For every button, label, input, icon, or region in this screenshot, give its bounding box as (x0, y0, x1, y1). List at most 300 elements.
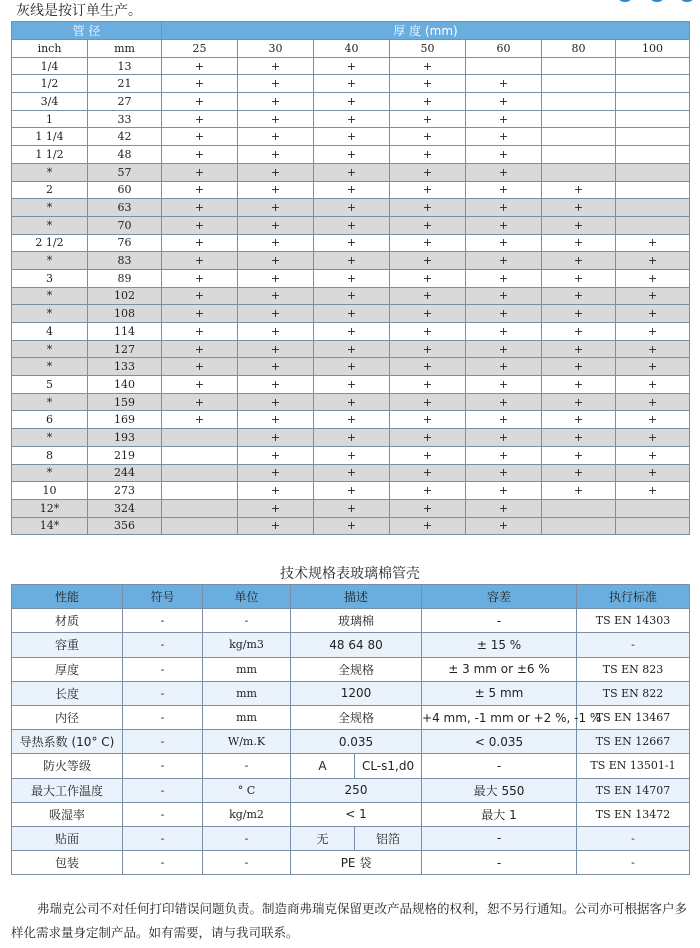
availability-cell: + (390, 269, 466, 287)
spec-header: 符号 (123, 585, 203, 609)
brand-dot (678, 0, 696, 2)
table-row (12, 287, 690, 305)
spec-standard: TS EN 13472 (577, 802, 690, 826)
availability-cell (542, 517, 616, 535)
size-mm: 27 (88, 93, 162, 111)
availability-cell: + (390, 358, 466, 376)
spec-description: 全规格 (291, 705, 422, 729)
availability-cell: + (314, 110, 390, 128)
availability-cell: + (162, 305, 238, 323)
spec-table-title: 技术规格表玻璃棉管壳 (280, 566, 420, 582)
spec-unit: W/m.K (203, 730, 291, 754)
brand-dot (648, 0, 666, 2)
availability-cell (616, 93, 690, 111)
availability-cell: + (314, 146, 390, 164)
size-inch: * (12, 199, 88, 217)
availability-cell (616, 216, 690, 234)
availability-cell: + (238, 93, 314, 111)
availability-cell: + (390, 446, 466, 464)
availability-cell: + (162, 57, 238, 75)
table-row (12, 499, 690, 517)
availability-cell: + (466, 411, 542, 429)
table-row (12, 851, 690, 875)
availability-cell: + (238, 446, 314, 464)
size-mm: 159 (88, 393, 162, 411)
availability-cell: + (238, 287, 314, 305)
spec-property: 防火等级 (12, 754, 123, 778)
availability-cell: + (162, 128, 238, 146)
availability-cell: + (616, 358, 690, 376)
spec-standard: TS EN 823 (577, 657, 690, 681)
availability-cell: + (390, 323, 466, 341)
availability-cell: + (466, 393, 542, 411)
availability-cell: + (314, 393, 390, 411)
availability-cell: + (162, 323, 238, 341)
spec-symbol: - (123, 705, 203, 729)
size-mm: 108 (88, 305, 162, 323)
availability-cell: + (314, 358, 390, 376)
availability-cell: + (314, 323, 390, 341)
table-row (12, 826, 690, 850)
availability-cell (616, 499, 690, 517)
table-row (12, 57, 690, 75)
availability-cell: + (390, 376, 466, 394)
availability-cell: + (466, 287, 542, 305)
availability-cell: + (542, 199, 616, 217)
availability-cell: + (616, 252, 690, 270)
availability-cell: + (466, 75, 542, 93)
availability-cell (616, 517, 690, 535)
availability-cell: + (616, 323, 690, 341)
availability-cell: + (162, 393, 238, 411)
availability-cell (616, 57, 690, 75)
availability-cell: + (542, 234, 616, 252)
availability-cell: + (466, 128, 542, 146)
size-mm: 114 (88, 323, 162, 341)
availability-cell: + (466, 269, 542, 287)
availability-cell (542, 128, 616, 146)
thickness-header: 80 (542, 40, 616, 58)
table-row (12, 411, 690, 429)
size-mm: 219 (88, 446, 162, 464)
table-row (12, 754, 690, 778)
availability-cell: + (466, 181, 542, 199)
availability-cell: + (542, 305, 616, 323)
spec-tolerance: +4 mm, -1 mm or +2 %, -1 % (422, 705, 577, 729)
availability-cell: + (390, 75, 466, 93)
availability-cell: + (238, 411, 314, 429)
availability-cell: + (466, 305, 542, 323)
availability-cell (542, 93, 616, 111)
spec-standard: - (577, 633, 690, 657)
availability-cell: + (162, 199, 238, 217)
availability-cell: + (162, 340, 238, 358)
spec-symbol: - (123, 633, 203, 657)
spec-property: 材质 (12, 609, 123, 633)
spec-standard: TS EN 13501-1 (577, 754, 690, 778)
table-row (12, 234, 690, 252)
availability-cell: + (162, 269, 238, 287)
table-row (12, 482, 690, 500)
pipe-size-table (11, 21, 690, 535)
size-inch: 4 (12, 323, 88, 341)
thickness-header: 40 (314, 40, 390, 58)
availability-cell: + (238, 75, 314, 93)
spec-description: 250 (291, 778, 422, 802)
size-inch: 3/4 (12, 93, 88, 111)
thickness-header: 100 (616, 40, 690, 58)
availability-cell: + (542, 358, 616, 376)
availability-cell: + (466, 340, 542, 358)
availability-cell (616, 75, 690, 93)
table-row (12, 110, 690, 128)
availability-cell: + (542, 482, 616, 500)
size-inch: * (12, 393, 88, 411)
spec-property: 内径 (12, 705, 123, 729)
size-inch: * (12, 429, 88, 447)
availability-cell: + (314, 234, 390, 252)
availability-cell: + (616, 376, 690, 394)
spec-header: 执行标准 (577, 585, 690, 609)
availability-cell: + (542, 411, 616, 429)
availability-cell: + (314, 305, 390, 323)
availability-cell: + (390, 110, 466, 128)
availability-cell: + (314, 376, 390, 394)
availability-cell (162, 482, 238, 500)
availability-cell: + (162, 75, 238, 93)
availability-cell: + (616, 393, 690, 411)
spec-description: 玻璃棉 (291, 609, 422, 633)
availability-cell: + (466, 464, 542, 482)
spec-property: 贴面 (12, 826, 123, 850)
size-inch: 2 (12, 181, 88, 199)
table-row (12, 446, 690, 464)
table-row (12, 464, 690, 482)
availability-cell: + (466, 110, 542, 128)
availability-cell: + (390, 482, 466, 500)
availability-cell (616, 199, 690, 217)
availability-cell: + (390, 464, 466, 482)
spec-description-extra: 铝箔 (355, 826, 422, 850)
availability-cell: + (390, 517, 466, 535)
availability-cell (616, 128, 690, 146)
availability-cell: + (238, 110, 314, 128)
availability-cell: + (466, 482, 542, 500)
availability-cell: + (162, 287, 238, 305)
spec-symbol: - (123, 802, 203, 826)
size-inch: * (12, 305, 88, 323)
spec-symbol: - (123, 657, 203, 681)
table-row (12, 429, 690, 447)
spec-description: 无 (291, 826, 355, 850)
availability-cell: + (542, 252, 616, 270)
availability-cell: + (238, 199, 314, 217)
availability-cell: + (390, 305, 466, 323)
availability-cell: + (238, 269, 314, 287)
availability-cell: + (162, 252, 238, 270)
size-inch: 1/4 (12, 57, 88, 75)
availability-cell: + (390, 252, 466, 270)
availability-cell: + (390, 393, 466, 411)
availability-cell: + (238, 340, 314, 358)
table-row (12, 252, 690, 270)
spec-property: 最大工作温度 (12, 778, 123, 802)
availability-cell: + (238, 499, 314, 517)
availability-cell: + (390, 340, 466, 358)
spec-standard: TS EN 13467 (577, 705, 690, 729)
availability-cell: + (390, 181, 466, 199)
size-inch: * (12, 163, 88, 181)
spec-table (11, 584, 690, 875)
availability-cell (542, 57, 616, 75)
size-mm: 21 (88, 75, 162, 93)
availability-cell: + (314, 57, 390, 75)
size-mm: 244 (88, 464, 162, 482)
table-row (12, 633, 690, 657)
availability-cell: + (466, 216, 542, 234)
spec-standard: TS EN 822 (577, 681, 690, 705)
availability-cell: + (162, 163, 238, 181)
availability-cell: + (466, 199, 542, 217)
availability-cell: + (314, 482, 390, 500)
availability-cell: + (162, 216, 238, 234)
size-inch: 2 1/2 (12, 234, 88, 252)
table-row (12, 199, 690, 217)
size-inch: * (12, 464, 88, 482)
size-mm: 133 (88, 358, 162, 376)
table-row (12, 681, 690, 705)
availability-cell (162, 429, 238, 447)
availability-cell: + (238, 163, 314, 181)
table-row (12, 128, 690, 146)
size-mm: 169 (88, 411, 162, 429)
unit-mm: mm (88, 40, 162, 58)
table-row (12, 181, 690, 199)
size-inch: 5 (12, 376, 88, 394)
availability-cell (466, 57, 542, 75)
availability-cell: + (238, 482, 314, 500)
availability-cell: + (616, 411, 690, 429)
availability-cell: + (390, 57, 466, 75)
header-diameter: 管 径 (12, 22, 162, 40)
size-mm: 57 (88, 163, 162, 181)
availability-cell: + (314, 340, 390, 358)
size-inch: 10 (12, 482, 88, 500)
availability-cell: + (162, 376, 238, 394)
spec-unit: - (203, 754, 291, 778)
availability-cell (616, 181, 690, 199)
thickness-header: 50 (390, 40, 466, 58)
availability-cell: + (542, 340, 616, 358)
availability-cell (616, 146, 690, 164)
availability-cell: + (542, 181, 616, 199)
availability-cell: + (542, 323, 616, 341)
availability-cell: + (616, 340, 690, 358)
availability-cell: + (390, 128, 466, 146)
spec-symbol: - (123, 609, 203, 633)
availability-cell: + (314, 429, 390, 447)
availability-cell: + (162, 110, 238, 128)
availability-cell: + (314, 517, 390, 535)
availability-cell: + (314, 216, 390, 234)
table-row (12, 517, 690, 535)
availability-cell: + (238, 393, 314, 411)
size-inch: 1 1/4 (12, 128, 88, 146)
availability-cell: + (314, 499, 390, 517)
availability-cell: + (238, 128, 314, 146)
availability-cell: + (314, 181, 390, 199)
availability-cell: + (466, 146, 542, 164)
availability-cell: + (314, 411, 390, 429)
availability-cell: + (542, 216, 616, 234)
availability-cell: + (466, 517, 542, 535)
availability-cell: + (616, 482, 690, 500)
availability-cell: + (466, 93, 542, 111)
table-row (12, 376, 690, 394)
size-mm: 273 (88, 482, 162, 500)
availability-cell: + (162, 358, 238, 376)
spec-standard: TS EN 12667 (577, 730, 690, 754)
availability-cell: + (314, 199, 390, 217)
size-mm: 42 (88, 128, 162, 146)
spec-description: 1200 (291, 681, 422, 705)
availability-cell: + (542, 429, 616, 447)
availability-cell: + (162, 411, 238, 429)
brand-dot (616, 0, 634, 2)
thickness-header: 60 (466, 40, 542, 58)
spec-unit: - (203, 851, 291, 875)
size-inch: * (12, 340, 88, 358)
availability-cell: + (390, 199, 466, 217)
table-row (12, 340, 690, 358)
table-row (12, 730, 690, 754)
table-row (12, 269, 690, 287)
availability-cell: + (238, 181, 314, 199)
size-inch: 1 (12, 110, 88, 128)
size-mm: 63 (88, 199, 162, 217)
spec-unit: mm (203, 657, 291, 681)
availability-cell: + (390, 411, 466, 429)
availability-cell: + (390, 429, 466, 447)
availability-cell: + (314, 446, 390, 464)
spec-unit: mm (203, 681, 291, 705)
availability-cell: + (542, 393, 616, 411)
table-row (12, 609, 690, 633)
availability-cell: + (466, 499, 542, 517)
spec-tolerance: ± 3 mm or ±6 % (422, 657, 577, 681)
size-mm: 127 (88, 340, 162, 358)
availability-cell: + (314, 252, 390, 270)
availability-cell: + (466, 429, 542, 447)
availability-cell (616, 110, 690, 128)
spec-property: 厚度 (12, 657, 123, 681)
availability-cell: + (238, 517, 314, 535)
table-row (12, 146, 690, 164)
spec-property: 长度 (12, 681, 123, 705)
availability-cell: + (390, 499, 466, 517)
spec-unit: mm (203, 705, 291, 729)
availability-cell: + (238, 146, 314, 164)
availability-cell: + (314, 128, 390, 146)
availability-cell: + (238, 234, 314, 252)
spec-header: 描述 (291, 585, 422, 609)
availability-cell (542, 499, 616, 517)
availability-cell: + (542, 269, 616, 287)
size-inch: 3 (12, 269, 88, 287)
spec-tolerance: ± 15 % (422, 633, 577, 657)
availability-cell: + (466, 234, 542, 252)
availability-cell (542, 146, 616, 164)
spec-property: 吸湿率 (12, 802, 123, 826)
size-mm: 48 (88, 146, 162, 164)
size-inch: 14* (12, 517, 88, 535)
availability-cell: + (162, 93, 238, 111)
spec-symbol: - (123, 826, 203, 850)
spec-unit: kg/m3 (203, 633, 291, 657)
availability-cell (616, 163, 690, 181)
availability-cell: + (238, 305, 314, 323)
availability-cell: + (238, 57, 314, 75)
availability-cell: + (238, 216, 314, 234)
size-mm: 13 (88, 57, 162, 75)
availability-cell (162, 446, 238, 464)
spec-symbol: - (123, 754, 203, 778)
size-mm: 356 (88, 517, 162, 535)
thickness-header: 25 (162, 40, 238, 58)
spec-header: 单位 (203, 585, 291, 609)
size-inch: * (12, 358, 88, 376)
spec-property: 容重 (12, 633, 123, 657)
availability-cell: + (314, 269, 390, 287)
table-row (12, 93, 690, 111)
size-mm: 89 (88, 269, 162, 287)
spec-standard: TS EN 14707 (577, 778, 690, 802)
table-row (12, 778, 690, 802)
availability-cell: + (390, 163, 466, 181)
table-row (12, 305, 690, 323)
table-row (12, 657, 690, 681)
spec-standard: - (577, 851, 690, 875)
size-inch: * (12, 287, 88, 305)
spec-unit: kg/m2 (203, 802, 291, 826)
table-row (12, 705, 690, 729)
spec-description: PE 袋 (291, 851, 422, 875)
availability-cell: + (314, 287, 390, 305)
availability-cell: + (542, 464, 616, 482)
availability-cell: + (466, 252, 542, 270)
size-mm: 193 (88, 429, 162, 447)
availability-cell (542, 110, 616, 128)
availability-cell (162, 517, 238, 535)
size-mm: 102 (88, 287, 162, 305)
brand-decoration (420, 0, 690, 4)
unit-inch: inch (12, 40, 88, 58)
disclaimer-text: 弗瑞克公司不对任何打印错误问题负责。制造商弗瑞克保留更改产品规格的权利，恕不另行通知。公司亦可根据客户多样化需求量身定制产品。如有需要，请与我司联系。 (11, 901, 688, 940)
spec-description: 48 64 80 (291, 633, 422, 657)
size-mm: 83 (88, 252, 162, 270)
availability-cell: + (238, 358, 314, 376)
availability-cell: + (616, 446, 690, 464)
table-row (12, 163, 690, 181)
size-inch: * (12, 252, 88, 270)
availability-cell: + (542, 376, 616, 394)
spec-header: 性能 (12, 585, 123, 609)
size-inch: * (12, 216, 88, 234)
table-row (12, 216, 690, 234)
availability-cell: + (542, 287, 616, 305)
size-inch: 8 (12, 446, 88, 464)
header-thickness: 厚 度 (mm) (162, 22, 690, 40)
